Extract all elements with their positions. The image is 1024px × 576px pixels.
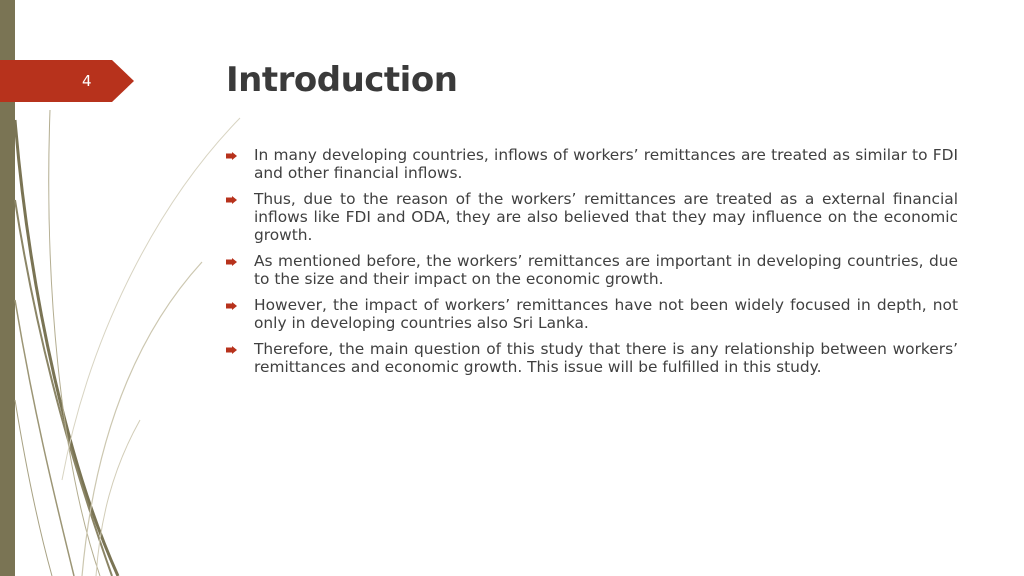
arrow-bullet-icon	[226, 302, 237, 310]
bullet-list	[226, 146, 958, 384]
bullet-item-4	[226, 296, 958, 332]
arrow-bullet-icon	[226, 196, 237, 204]
arrow-bullet-icon	[226, 152, 237, 160]
arrow-bullet-icon	[226, 346, 237, 354]
bullet-item-2	[226, 190, 958, 244]
page-number-tag	[0, 60, 134, 102]
bullet-item-3	[226, 252, 958, 288]
bullet-text: As mentioned before, the workers’ remittances are important in developing countries, due to the size and their impact on the economic growth.	[254, 252, 958, 288]
bullet-text: Thus, due to the reason of the workers’ remittances are treated as a external financial inflows like FDI and ODA, they are also believed that they may influence on the economic growth.	[254, 190, 958, 244]
bullet-text: Therefore, the main question of this study that there is any relationship between workers’ remittances and economic growth. This issue will be fulfilled in this study.	[254, 340, 958, 376]
slide-title: Introduction	[226, 60, 458, 100]
arrow-bullet-icon	[226, 258, 237, 266]
bullet-text: In many developing countries, inflows of workers’ remittances are treated as similar to FDI and other financial inflows.	[254, 146, 958, 182]
bullet-item-1	[226, 146, 958, 182]
bullet-text: However, the impact of workers’ remittances have not been widely focused in depth, not only in developing countries also Sri Lanka.	[254, 296, 958, 332]
page-number: 4	[82, 72, 92, 90]
bullet-item-5	[226, 340, 958, 376]
